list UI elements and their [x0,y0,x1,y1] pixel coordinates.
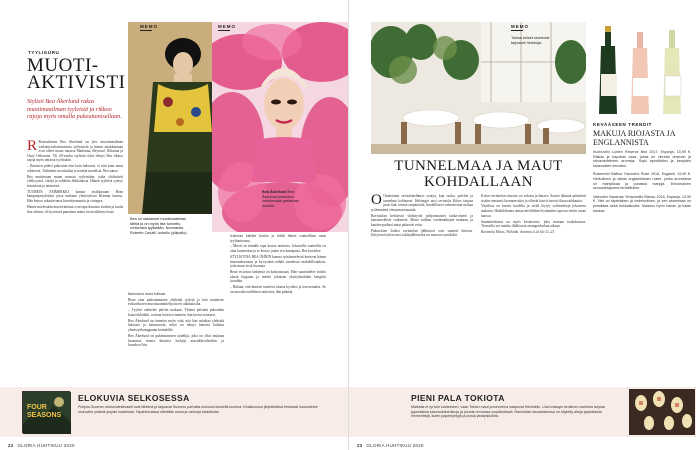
caption-right: Bea Åkerlund Bea Åkerlund pukeutuu intohimosta gasiaman muotiin. [262,190,299,208]
caption-left: Bea on stailannut muotimaailman tähtiä ja on myös itse tunnettu rohkeasta tyylistään. Normanlta Roberto Cavalli -kokeilu (yläpallo). [130,217,188,235]
section-label: TYYLIGURU [28,50,60,55]
drop-cap: R [27,140,38,154]
memo-label: MEMO [140,24,158,29]
wine-item: Valkoviini Navarras Tempranillo Blanco 2018, Espanja, 13,90 €. Viini on täyteläinen ja hedelmäinen, ja sen aromeissa on persikkaa sekä kukkaisuutta. Maistuu hyvin kanan ja kalan kanssa. [593,194,691,213]
bottom-band-left [0,387,348,437]
paragraph: – Ihmisten pitäisi pukeutua niin kuin haluavat, ei niin kuin muut odottavat. Tärkeintä on uskaltaa ja nauttia muodista, Bea sanoo. [27,164,123,173]
band-text-left: Pohjois-Suomen elokuvafestivaalit ovat lähtenä ja tarjoavat Suomen parhaita elokuvia keskellä luontoa. Kesäkuussa järjestettävä festivaali houkuttelee elokuvien ystäviä ympäri maailmaa. Tapahtumassa nähdään uusia ja vanhoja klassikoita. [78,405,318,414]
paragraph: Bea muistetaan muun muassa tyyleistään, jotka yhdistävät ylellisyyttä, värejä ja rohkeita leikkauksia. Hänen tyylinsä syntyy intuitiosta ja tarinoista. [27,174,123,188]
bottom-band-right [349,387,696,437]
left-column-3 [230,234,326,388]
paragraph: Bea Åkerlund on pukeutumisen taiteilija, joka on ollut mukana luomassa monia ikonisia lookeja musiikkivideoihin ja lavashow'hin. [128,333,224,348]
drop-cap: O [371,194,382,208]
left-column-1 [27,140,123,387]
paragraph: – Tyylini vaihtelee päivän mukaan. Yhtenä päivänä pukeudun kuin rokkitähti, toisena kuin hovinainen, hän kertoo nauraen. [128,308,224,317]
paragraph: R Ruotsalainen Bea Åkerlund on yksi muotimaailman vaikutusvaltaisimmista stylisteistä ja hänen asiakkainaan ovat olleet muun muassa Madonna, Beyoncé, Rihanna ja Ozzy Osbourne. Yli 20-vuotta stylistin töitä tehnyt Bea rikkoo rajoja myös omassa tyylissään. [27,140,123,163]
right-column-2 [481,194,586,386]
band-title-right: PIENI PALA TOKIOTA [411,393,505,403]
wine-column [593,150,691,386]
paragraph: – Muoti on minulle tapa kertoa tarinoita. Jokaisella vaatteella on oma luonteensa ja se kertoo jotain sen kantajasta, Bea kuvailee. [230,244,326,254]
paragraph: Ravintolan keittiössä yhdistyvät pohjoismaiset raaka-aineet ja kansainväliset vaikutteet. Menu vaihtuu vuodenaikojen mukaan, ja kauden parhaat maut pääsevät esiin. [371,213,473,227]
right-column-1 [371,194,473,386]
wine-bottles-photo [591,22,691,118]
paragraph: TUOREIN ESIMERKKI kantaa otsikkonaan Bean kampanjastylistinä jossa mukana yhteistyössä Klarnan kanssa. Hän kertoo rakastavansa kierrätysmuotia ja vintagea. [27,189,123,204]
paragraph: Bean visioissa tärkeintä on kokonaisuus. Hän suunnittelee lookin alusta loppuun ja miettii jokaisen yksityiskohdan kengistä koruihin. [230,270,326,284]
wine-item: Roseeviini Balfour Hannah's Rose 2018, Englanti, 19,90 €. Herkullinen ja raikas englantilainen rosee, jonka aromeissa on mansikkaa ja punaisia marjoja. Erinomainen seurustelujuoma kevätiltoihin. [593,172,691,191]
paragraph: Bea Åkerlund on tunnettu myös siitä, että hän uskaltaa yhdistää luksusta ja katumuotia, mikä on tehnyt hänestä halutun yhteistyökumppanin brändeille. [128,318,224,333]
paragraph: Pääruokien lisäksi ravintolan jälkiruoat ovat saaneet kiitosta. Erityisesti talon oma suklaajälkiruoka on noussut suosikiksi. [371,228,473,238]
paragraph: riskeeraa kahden korttia ja tehdä hänen vaatteillaan omat tyylitarinansa. [230,234,326,243]
memo-label: MEMO [511,24,529,29]
paragraph: Viinilista on koottu huolella ja sieltä löytyy vaihtoehtoja jokaiseen makuun. Henkilökunta auttaa mielellään löytämään sopivan viinin ruoan kanssa. [481,204,586,218]
left-column-2 [128,292,224,388]
paragraph: O Onnistunut ravintolaelämys syntyy, kun ruoka, palvelu ja tunnelma kohtaavat. Helsingin uusi ravintola Kiitos tarjoaa juuri tätä: rentoa ympäristöä, huolellisesti valmistettua ruokaa ja lämmintä vieraanvaraisuutta. [371,194,473,212]
left-lead: Stylisti Bea Åkerlund rakas muotimaailman tyyleistä ja rikkoo rajoja myös omalla pukeutumisellaan. [27,98,122,121]
paragraph: Ravintola Kiitos, Helsinki. Avoinna ti–la klo 11–23. [481,230,556,235]
memo-label: MEMO [218,24,236,29]
paragraph: Bean oma pukeutuminen yhdistää tyylejä ja hän mainitsee esikuvikseen muotisuunnittelijoita eri aikakausilta. [128,297,224,307]
band-text-right: Matkalla ei ryt tule kuvanneen, vaan Tokion maut ja tunnelma saapuvat Helsinkiin. Uusi izakaya-henkinen ravintola tarjoaa japanilaisia katuruokaherkkuja ja juomia rennossa ympäristössä. Ravintolan sisustuksessa on käytetty aitoja japanilaisia elementtejä, kuten paperilyhtyjä ja puisia yksityiskohtia. [411,405,605,419]
left-headline: MUOTI-AKTIVISTI [27,55,126,93]
paragraph: – Haluan, että ihmiset tuntevat olonsa hyväksi ja itsevarmaksi. Se on muodin todellinen tarkoitus, hän päättää. [230,285,326,294]
four-seasons-badge [22,391,70,433]
paragraph: Kiitos-ravintolan sisustus on valoisa ja ilmava. Suuret ikkunat päästävät sisään runsaasti luonnonvaloa ja vihreät kasvit tuovat tilaan raikkautta. [481,194,586,203]
paragraph: kantavansa muita kohtaan. [128,292,167,296]
footer-left: 22 GLORIA HUHTIKUU 2020 [8,443,75,448]
wine-section-label: KEVÄÄSEEN TRENDIT [593,122,652,127]
paragraph: Hänen mielestään muotivalinnat ovat tapa ilmaista itseään ja tuoda iloa arkeen, oli kyseessä punainen matto tai tavallinen tiistai. [27,204,123,214]
restaurant-caption: Tokion tuliset ravintolat tarjoavat herkkuja. [511,36,550,45]
footer-right: 23 GLORIA HUHTIKUU 2020 [357,443,424,448]
right-headline: TUNNELMAA JA MAUT KOHDALLAAN [394,158,563,190]
badge-text: FOUR SEASONS [27,404,62,419]
paragraph: STYLISTINA BEA ÖHNIN kanssa työskentelevät kertovat hänen innostuksestaan ja kyvystään nähdä vaatteissa mahdollisuuksia, joita muut eivät huomaa. [230,254,326,269]
band-title-left: ELOKUVIA SELKOSESSA [78,393,190,403]
wine-headline: MAKUJA RIOJASTA JA ENGLANNISTA [593,129,676,147]
right-page [348,0,696,450]
wine-item: Kuohuviini Lumen Reserva Brut 2017, Espanja, 15,99 €. Raikas ja hapokas cava, jossa on vihreän omenan ja sitrushedelmien aromeja. Sopii aperitiiviksi ja kevyiden kalaruokien seuraksi. [593,150,691,168]
paragraph: Suunnitelmissa on myös kesäterassi, joka avataan toukokuussa. Terassilla voi nauttia illallisesta auringonlaskun aikaan. [481,219,586,229]
lanterns-photo [629,389,695,435]
